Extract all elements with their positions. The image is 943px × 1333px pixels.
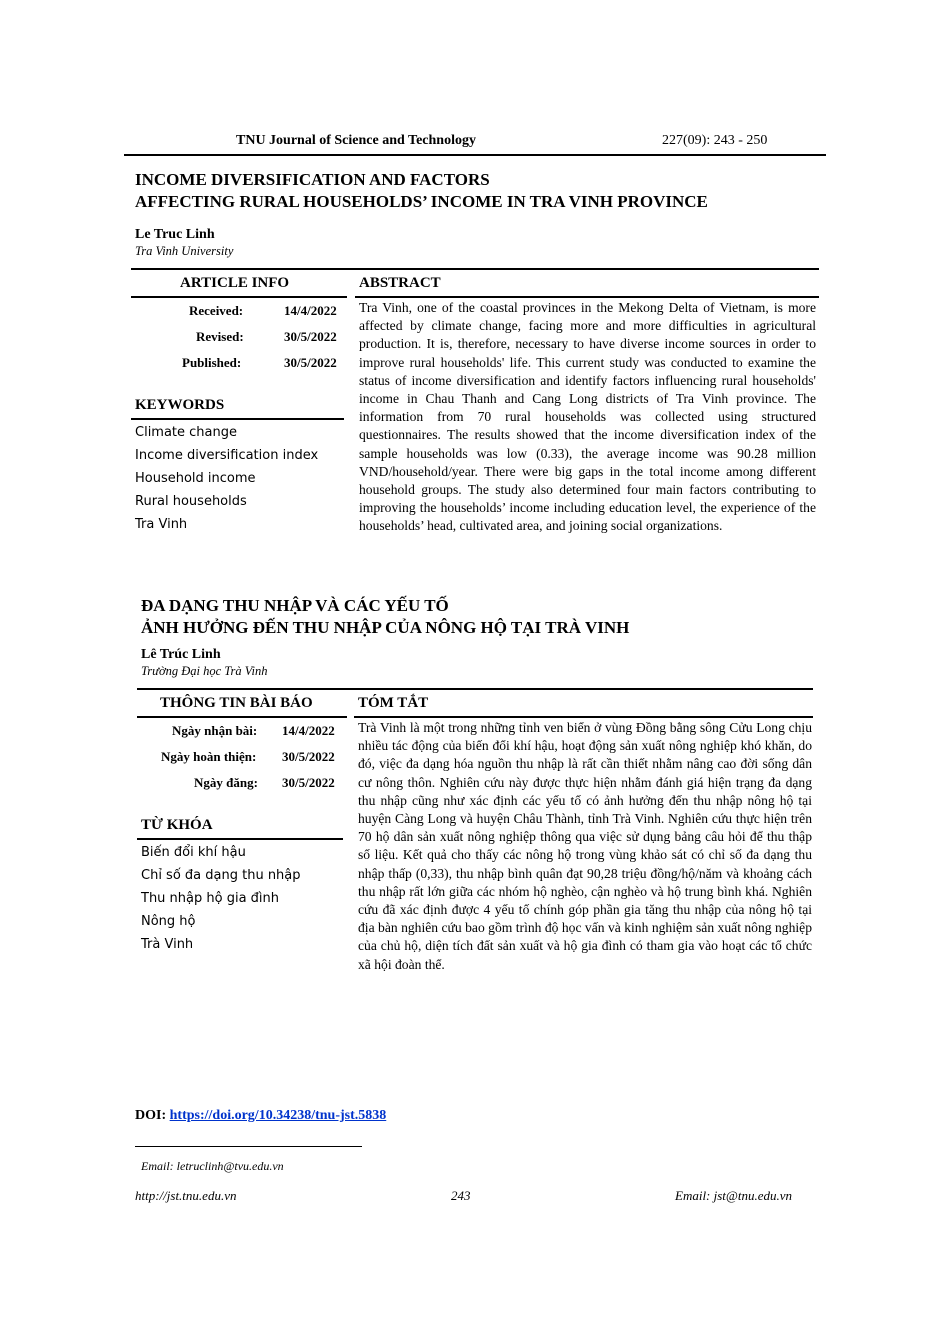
article-info-heading-vi: THÔNG TIN BÀI BÁO — [160, 695, 313, 711]
abstract-rule-en — [355, 296, 819, 298]
date-label-received: Received: — [189, 303, 244, 318]
date-value-received-vi: 14/4/2022 — [282, 723, 335, 738]
date-label-revised: Revised: — [196, 329, 244, 344]
doi-link[interactable]: https://doi.org/10.34238/tnu-jst.5838 — [169, 1108, 387, 1123]
date-value-revised-vi: 30/5/2022 — [282, 749, 335, 764]
header-rule — [124, 154, 826, 156]
doi-line — [135, 1108, 386, 1124]
date-label-received-vi: Ngày nhận bài: — [172, 723, 258, 738]
keyword-item: Tra Vinh — [135, 517, 188, 532]
date-value-published-vi: 30/5/2022 — [282, 775, 335, 790]
article-info-heading-en: ARTICLE INFO — [180, 275, 290, 291]
date-value-revised: 30/5/2022 — [284, 329, 337, 344]
keyword-item: Climate change — [135, 425, 238, 440]
keyword-item: Income diversification index — [135, 448, 319, 463]
info-rule-en — [131, 296, 347, 298]
title-vi-line2: ẢNH HƯỞNG ĐẾN THU NHẬP CỦA NÔNG HỘ TẠI TRÀ VINH — [141, 618, 630, 637]
page-number: 243 — [451, 1188, 471, 1203]
keywords-heading-vi: TỪ KHÓA — [141, 817, 213, 833]
affiliation-vi: Trường Đại học Trà Vinh — [141, 664, 268, 678]
abstract-heading-en: ABSTRACT — [359, 275, 441, 291]
info-top-rule-en — [131, 268, 819, 270]
keywords-rule-vi — [137, 838, 343, 840]
author-vi: Lê Trúc Linh — [141, 647, 221, 662]
author-email-footnote: Email: letruclinh@tvu.edu.vn — [141, 1159, 284, 1173]
title-en-line1: INCOME DIVERSIFICATION AND FACTORS — [135, 170, 490, 189]
keyword-item: Nông hộ — [141, 914, 196, 929]
date-value-published: 30/5/2022 — [284, 355, 337, 370]
keywords-heading-en: KEYWORDS — [135, 397, 225, 413]
abstract-heading-vi: TÓM TẮT — [358, 695, 429, 711]
keyword-item: Rural households — [135, 494, 247, 509]
doi-label: DOI: — [135, 1108, 167, 1123]
journal-name: TNU Journal of Science and Technology — [236, 133, 476, 148]
keyword-item: Chỉ số đa dạng thu nhập — [141, 868, 301, 883]
footer-email: Email: jst@tnu.edu.vn — [675, 1188, 793, 1203]
title-en-line2: AFFECTING RURAL HOUSEHOLDS’ INCOME IN TRA VINH PROVINCE — [135, 192, 708, 211]
footnote-rule — [135, 1146, 362, 1147]
abstract-rule-vi — [354, 716, 813, 718]
keyword-item: Biến đổi khí hậu — [141, 845, 246, 860]
date-label-published-vi: Ngày đăng: — [194, 775, 258, 790]
author-en: Le Truc Linh — [135, 227, 215, 242]
date-label-published: Published: — [182, 355, 242, 370]
keyword-item: Household income — [135, 471, 256, 486]
date-label-revised-vi: Ngày hoàn thiện: — [161, 749, 257, 764]
title-vi-line1: ĐA DẠNG THU NHẬP VÀ CÁC YẾU TỐ — [141, 596, 449, 615]
affiliation-en: Tra Vinh University — [135, 244, 234, 258]
journal-volume: 227(09): 243 - 250 — [662, 133, 768, 148]
info-top-rule-vi — [137, 688, 813, 690]
abstract-text-vi: Trà Vinh là một trong những tỉnh ven biển ở vùng Đồng bằng sông Cửu Long chịu nhiều tác động của biến đổi khí hậu, hoạt động sản xuất nông nghiệp khó khăn, do đó, việc đa dạng hóa nguồn thu nhập là rất cần thiết nhằm nâng cao đời sống dân cư nông thôn. Nghiên cứu này được thực hiện nhằm đánh giá hiện trạng đa dạng thu nhập cũng như xác định các yếu tố có ảnh hưởng đến thu nhập nông hộ tại huyện Càng Long và huyện Châu Thành, tỉnh Trà Vinh. Nghiên cứu thực hiện trên 70 hộ dân sản xuất nông nghiệp thông qua việc sử dụng bảng câu hỏi để thu thập số liệu. Kết quả cho thấy các nông hộ trong vùng khảo sát có chỉ số đa dạng thu nhập thấp (0,33), thu nhập bình quân đạt 90,28 triệu đồng/hộ/năm và khoảng cách thu nhập rất lớn giữa các nhóm hộ nghèo, cận nghèo và hộ trung bình khá. Nghiên cứu đã xác định được 4 yếu tố chính góp phần gia tăng thu nhập của nông hộ tại địa bàn nghiên cứu bao gồm trình độ học vấn và kinh nghiệm sản xuất nông nghiệp của chủ hộ, diện tích đất sản xuất và hộ gia đình có tham gia vào hoạt các tổ chức xã hội đoàn thể. — [358, 720, 812, 972]
footer-url: http://jst.tnu.edu.vn — [135, 1188, 237, 1203]
keywords-rule-en — [131, 418, 344, 420]
date-value-received: 14/4/2022 — [284, 303, 337, 318]
abstract-text-en: Tra Vinh, one of the coastal provinces in the Mekong Delta of Vietnam, is more affected by climate change, facing more and more difficulties in agricultural production. It is, therefore, necessary to have diverse income sources in order to improve rural households' life. This current study was conducted to examine the status of income diversification and identify factors influencing rural households' income in Chau Thanh and Cang Long districts of Tra Vinh province. The information from 70 rural households was collected using structured questionnaires. The results showed that the income diversification index of the sample households was low (0.33), the average income was 90.28 million VND/household/year. There were big gaps in the total income among different household groups. The study also determined four main factors contributing to improving the households’ income including education level, the experience of the households’ head, cultivated area, and joining social organizations. — [359, 300, 816, 534]
keyword-item: Trà Vinh — [141, 937, 194, 952]
info-rule-vi — [137, 716, 347, 718]
keyword-item: Thu nhập hộ gia đình — [141, 891, 280, 906]
